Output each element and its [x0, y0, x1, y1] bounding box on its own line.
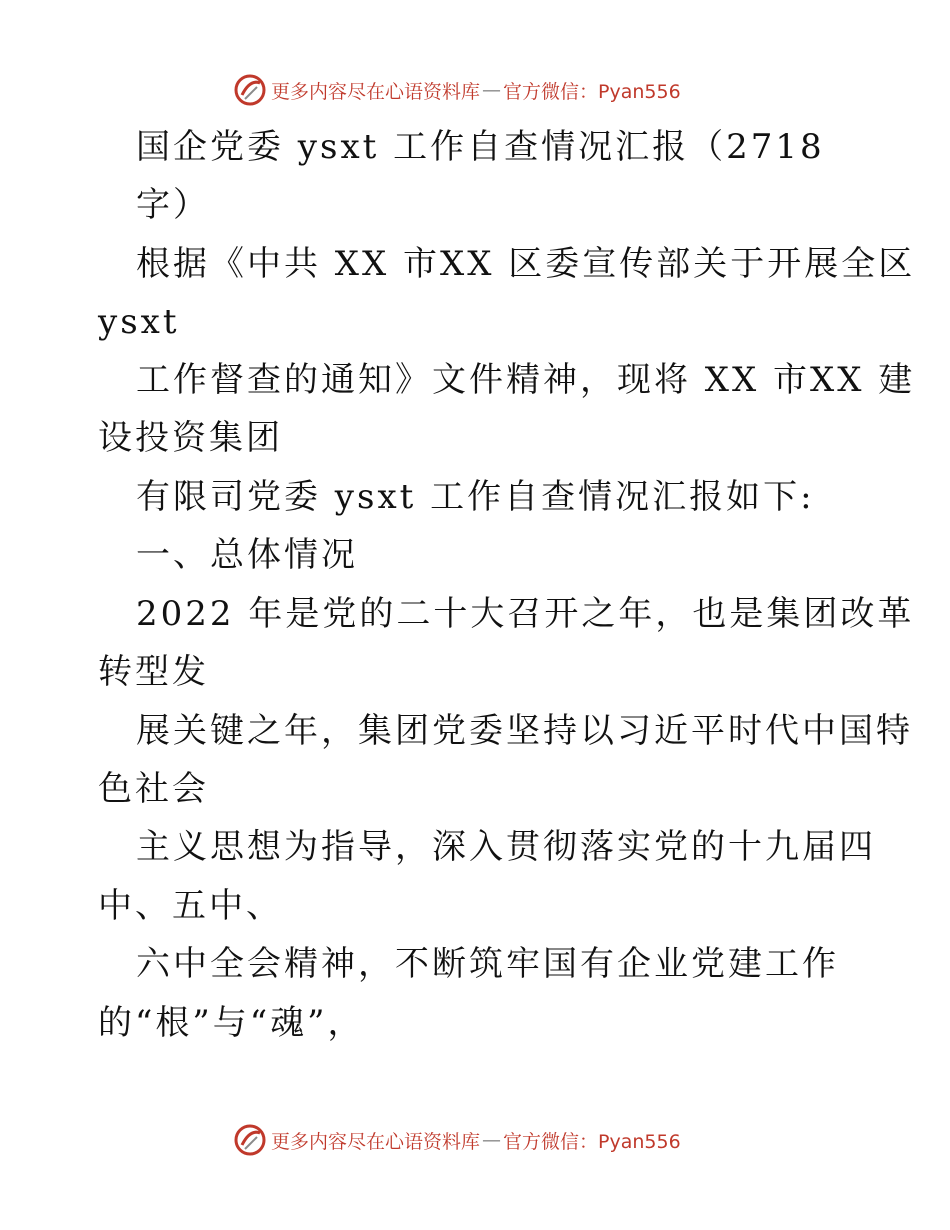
banner-dash: —	[482, 79, 502, 101]
doc-line: 有限司党委 ysxt 工作自查情况汇报如下:	[136, 477, 815, 517]
doc-line: 2022 年是党的二十大召开之年，也是集团改革	[136, 594, 915, 634]
logo-icon	[233, 73, 267, 107]
doc-line: 转型发	[98, 652, 209, 692]
doc-line: 设投资集团	[98, 418, 283, 458]
section-heading: 一、总体情况	[136, 535, 358, 575]
banner-dash: —	[482, 1129, 502, 1151]
footer-banner	[233, 1122, 681, 1158]
doc-line: 根据《中共 XX 市XX 区委宣传部关于开展全区	[136, 244, 916, 284]
doc-line: 主义思想为指导，深入贯彻落实党的十九届四	[136, 827, 876, 867]
doc-line: 中、五中、	[98, 886, 283, 926]
header-banner	[233, 72, 681, 108]
banner-wechat: 官方微信：Pyan556	[503, 1130, 681, 1153]
doc-line: ysxt	[98, 302, 180, 342]
doc-line: 色社会	[98, 769, 209, 809]
doc-line: 国企党委 ysxt 工作自查情况汇报（2718	[136, 127, 825, 167]
doc-line: 工作督查的通知》文件精神，现将 XX 市XX 建	[136, 360, 916, 400]
banner-wechat: 官方微信：Pyan556	[503, 80, 681, 103]
banner-title: 更多内容尽在心语资料库	[271, 80, 481, 103]
banner-title: 更多内容尽在心语资料库	[271, 1130, 481, 1153]
doc-line: 的“根”与“魂”，	[98, 1003, 365, 1043]
logo-icon	[233, 1123, 267, 1157]
doc-line: 字）	[136, 185, 210, 225]
doc-line: 展关键之年，集团党委坚持以习近平时代中国特	[136, 711, 913, 751]
doc-line: 六中全会精神，不断筑牢国有企业党建工作	[136, 944, 839, 984]
